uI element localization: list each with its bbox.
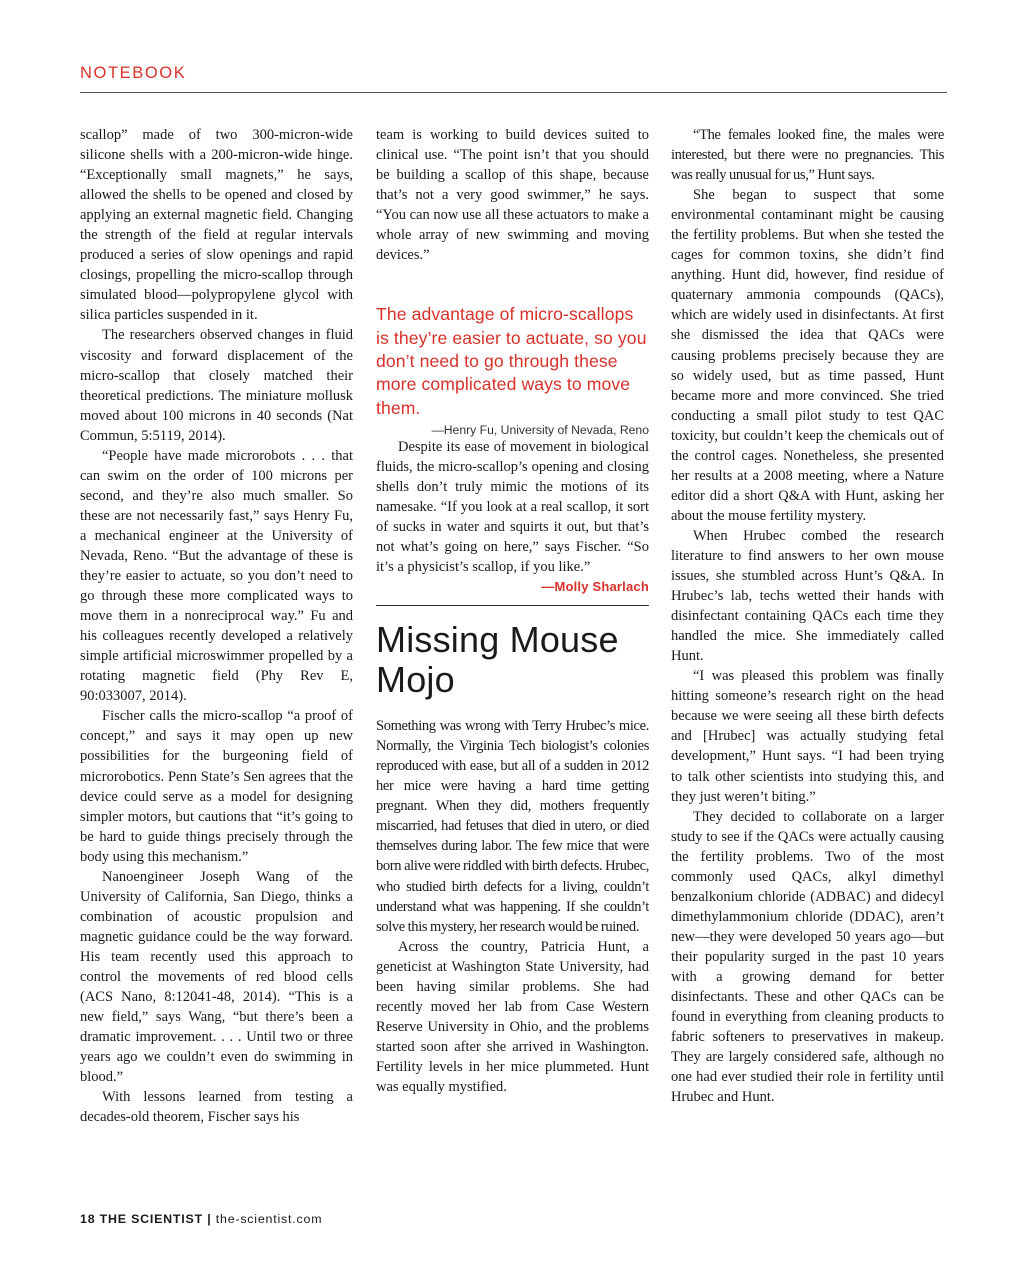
column-3 [671, 125, 944, 1107]
footer-separator: | [207, 1212, 212, 1226]
paragraph: team is working to build devices suited to clinical use. “The point isn’t that you should be building a scallop of this shape, because that’s not a very good swimmer,” he says. “You can now use all these actuators to make a whole array of new swimming and moving devices.” [376, 127, 649, 264]
paragraph: The researchers observed changes in fluid viscosity and forward displacement of the micro-scallop that closely matched their theoretical predictions. The miniature mollusk moved about 100 microns in 40 seconds (Nat Commun, 5:5119, 2014). [80, 327, 353, 444]
paragraph-text: Despite its ease of movement in biological fluids, the micro-scallop’s opening and closing shells don’t truly mimic the motions of its namesake. “If you look at a real scallop, it sort of sucks in water and squirts it out, but that’s not what’s going on here,” says Fischer. “So it’s a physicist’s scallop, if you like.” [376, 438, 649, 576]
paragraph: scallop” made of two 300-micron-wide silicone shells with a 200-micron-wide hinge. “Exceptionally small magnets,” he says, allowed the shells to be opened and closed by applying an external magnetic field. Changing the strength of the field at regular intervals produced a series of slow openings and rapid closings, propelling the micro-scallop through simulated blood—polypropylene glycol with silica particles suspended in it. [80, 127, 353, 324]
column-2 [376, 125, 649, 1097]
pull-quote-text: The advantage of micro-scallops is they’re easier to actuate, so you don’t need to go through these more complicated ways to move them. [376, 304, 647, 418]
paragraph: When Hrubec combed the research literature to find answers to her own mouse issues, she stumbled across Hunt’s Q&A. In Hrubec’s lab, techs wetted their hands with disinfectant containing QACs each time they handled the mice. She immediately called Hunt. [671, 527, 944, 665]
author-byline: —Molly Sharlach [541, 579, 649, 595]
page-number: 18 [80, 1212, 96, 1226]
paragraph: “I was pleased this problem was finally hitting someone’s research right on the head because we were seeing all these birth defects and [Hrubec] was actually studying fetal development,” Hunt says. “I had been trying to talk other scientists into studying this, and they just weren’t biting.” [671, 668, 944, 805]
section-divider [376, 605, 649, 606]
page-footer [80, 1212, 322, 1226]
paragraph: With lessons learned from testing a decades-old theorem, Fischer says his [80, 1089, 353, 1126]
paragraph: She began to suspect that some environmental contaminant might be causing the fertility problems. But when she tested the cages for common toxins, she didn’t find anything. Hunt did, however, find residue of quaternary ammonia compounds (QACs), which are widely used in disinfectants. At first she dismissed the idea that QACs were causing problems precisely because they are so widely used, but as time passed, Hunt became more and more convinced. She tried conducting a small pilot study to test QAC toxicity, but couldn’t keep the chemicals out of the control cages. Nonetheless, she presented her results at a 2008 meeting, where a Nature editor did a short Q&A with Hunt, asking her about the mouse fertility mystery. [671, 187, 944, 524]
paragraph: Fischer calls the micro-scallop “a proof of concept,” and says it may open up new possibilities for the burgeoning field of microrobotics. Penn State’s Sen agrees that the device could serve as a model for designing simpler motors, but cautions that “it’s going to be hard to guide things precisely through the body using this mechanism.” [80, 708, 353, 865]
paragraph: They decided to collaborate on a larger study to see if the QACs were actually causing the fertility problems. Two of the most commonly used QACs, alkyl dimethyl benzalkonium chloride (ADBAC) and didecyl dimethylammonium chloride (DDAC), aren’t new—they were developed 50 years ago—but their popularity surged in the past 10 years with a growing demand for better disinfectants. These and other QACs can be found in everything from cleaning products to fabric softeners to preservatives in makeup. They are largely considered safe, although no one had ever studied their role in fertility until Hrubec and Hunt. [671, 808, 944, 1106]
paragraph: Something was wrong with Terry Hrubec’s mice. Normally, the Virginia Tech biologist’s colonies reproduced with ease, but all of a sudden in 2012 her mice were having a hard time getting pregnant. When they did, mothers frequently miscarried, had fetuses that died in utero, or died themselves during labor. The few mice that were born alive were riddled with birth defects. Hrubec, who studied birth defects for a living, couldn’t understand what was happening. If she couldn’t solve this mystery, her research would be ruined. [376, 718, 649, 935]
paragraph [376, 437, 649, 595]
pull-quote [376, 303, 649, 436]
column-1 [80, 125, 353, 1127]
top-rule [80, 92, 947, 93]
paragraph: “People have made microrobots . . . that can swim on the order of 100 microns per second, and they’re also much smaller. So these are not necessarily fast,” says Henry Fu, a mechanical engineer at the University of Nevada, Reno. “But the advantage of these is they’re easier to actuate, so you don’t need to go through these more complicated ways to move them in a nonreciprocal way.” Fu and his colleagues recently developed a relatively simple artificial microswimmer propelled by a rotating magnetic field (Phy Rev E, 90:033007, 2014). [80, 447, 353, 705]
paragraph: Nanoengineer Joseph Wang of the University of California, San Diego, thinks a combination of acoustic propulsion and magnetic guidance could be the way forward. His team recently used this approach to control the movements of red blood cells (ACS Nano, 8:12041-48, 2014). “This is a new field,” says Wang, “but there’s been a dramatic improvement. . . . Until two or three years ago we couldn’t even do swimming in blood.” [80, 868, 353, 1086]
paragraph: Across the country, Patricia Hunt, a geneticist at Washington State University, had been having similar problems. She had recently moved her lab from Case Western Reserve University in Ohio, and the problems started soon after she arrived in Washington. Fertility levels in her mice plummeted. Hunt was equally mystified. [376, 938, 649, 1095]
site-url: the-scientist.com [215, 1212, 323, 1226]
magazine-name: THE SCIENTIST [99, 1212, 203, 1226]
section-label: NOTEBOOK [80, 64, 187, 82]
pull-quote-attribution: —Henry Fu, University of Nevada, Reno [431, 422, 649, 437]
article-headline: Missing Mouse Mojo [376, 619, 619, 701]
paragraph: “The females looked fine, the males were interested, but there were no pregnancies. This was really unusual for us,” Hunt says. [671, 127, 944, 184]
